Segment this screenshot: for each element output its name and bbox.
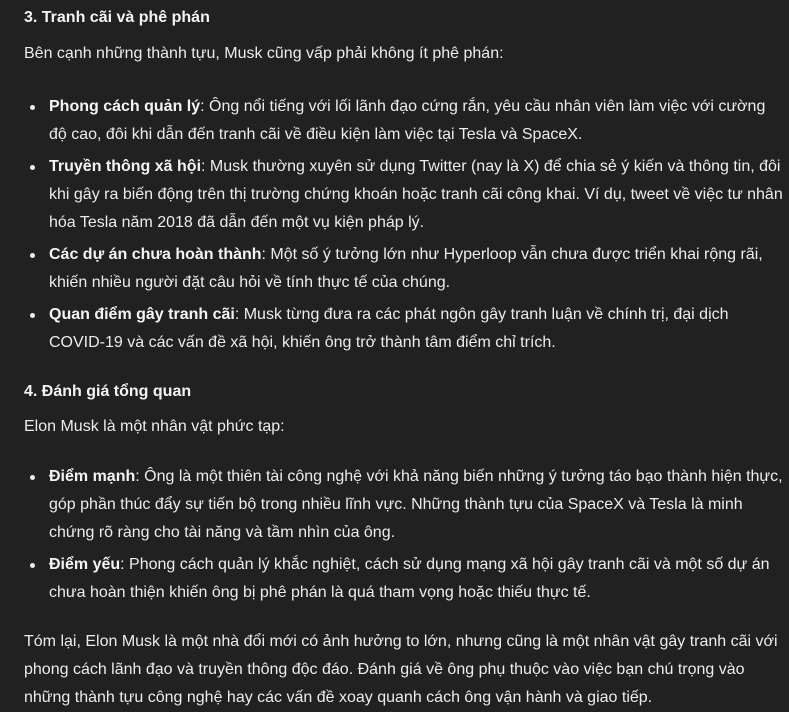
- list-item-term: Truyền thông xã hội: [49, 158, 202, 175]
- overview-list: [24, 463, 786, 607]
- criticism-list: [24, 93, 786, 357]
- list-item: [24, 241, 786, 297]
- list-item-text: : Ông là một thiên tài công nghệ với khả năng biến những ý tưởng táo bạo thành hiện thực, góp phần thúc đẩy sự tiến bộ trong nhiều lĩnh vực. Những thành tựu của SpaceX và Tesla là minh chứng rõ ràng cho tài năng và tầm nhìn của ông.: [49, 468, 783, 541]
- list-item-text: : Phong cách quản lý khắc nghiệt, cách sử dụng mạng xã hội gây tranh cãi và một số dự án chưa hoàn thiện khiến ông bị phê phán là quá tham vọng hoặc thiếu thực tế.: [49, 556, 770, 601]
- section-heading-overview: 4. Đánh giá tổng quan: [24, 383, 192, 400]
- bullet-icon: [30, 313, 35, 318]
- section-intro-criticism: Bên cạnh những thành tựu, Musk cũng vấp phải không ít phê phán:: [24, 45, 504, 62]
- bullet-icon: [30, 253, 35, 258]
- section-heading-criticism: 3. Tranh cãi và phê phán: [24, 9, 210, 26]
- list-item-text: : Ông nổi tiếng với lối lãnh đạo cứng rắn, yêu cầu nhân viên làm việc với cường độ cao, đôi khi dẫn đến tranh cãi về điều kiện làm việc tại Tesla và SpaceX.: [49, 98, 766, 143]
- list-item-text: : Musk thường xuyên sử dụng Twitter (nay là X) để chia sẻ ý kiến và thông tin, đôi khi gây ra biến động trên thị trường chứng khoán hoặc tranh cãi công khai. Ví dụ, tweet về việc tư nhân hóa Tesla năm 2018 đã dẫn đến một vụ kiện pháp lý.: [49, 158, 783, 231]
- bullet-icon: [30, 475, 35, 480]
- list-item-text: : Musk từng đưa ra các phát ngôn gây tranh luận về chính trị, đại dịch COVID-19 và các vấn đề xã hội, khiến ông trở thành tâm điểm chỉ trích.: [49, 306, 729, 351]
- list-item: [24, 301, 786, 357]
- list-item-text: : Một số ý tưởng lớn như Hyperloop vẫn chưa được triển khai rộng rãi, khiến nhiều người đặt câu hỏi về tính thực tế của chúng.: [49, 246, 763, 291]
- list-item-term: Quan điểm gây tranh cãi: [49, 306, 235, 323]
- list-item-term: Điểm yếu: [49, 556, 121, 573]
- list-item-term: Điểm mạnh: [49, 468, 136, 485]
- bullet-icon: [30, 105, 35, 110]
- bullet-icon: [30, 165, 35, 170]
- list-item: [24, 463, 786, 547]
- list-item: [24, 153, 786, 237]
- bullet-icon: [30, 563, 35, 568]
- list-item: [24, 551, 786, 607]
- summary-paragraph: Tóm lại, Elon Musk là một nhà đổi mới có ảnh hưởng to lớn, nhưng cũng là một nhân vật gây tranh cãi với phong cách lãnh đạo và truyền thông độc đáo. Đánh giá về ông phụ thuộc vào việc bạn chú trọng vào những thành tựu công nghệ hay các vấn đề xoay quanh cách ông vận hành và giao tiếp.: [24, 633, 778, 706]
- list-item: [24, 93, 786, 149]
- list-item-term: Các dự án chưa hoàn thành: [49, 246, 262, 263]
- list-item-term: Phong cách quản lý: [49, 98, 201, 115]
- section-intro-overview: Elon Musk là một nhân vật phức tạp:: [24, 418, 285, 435]
